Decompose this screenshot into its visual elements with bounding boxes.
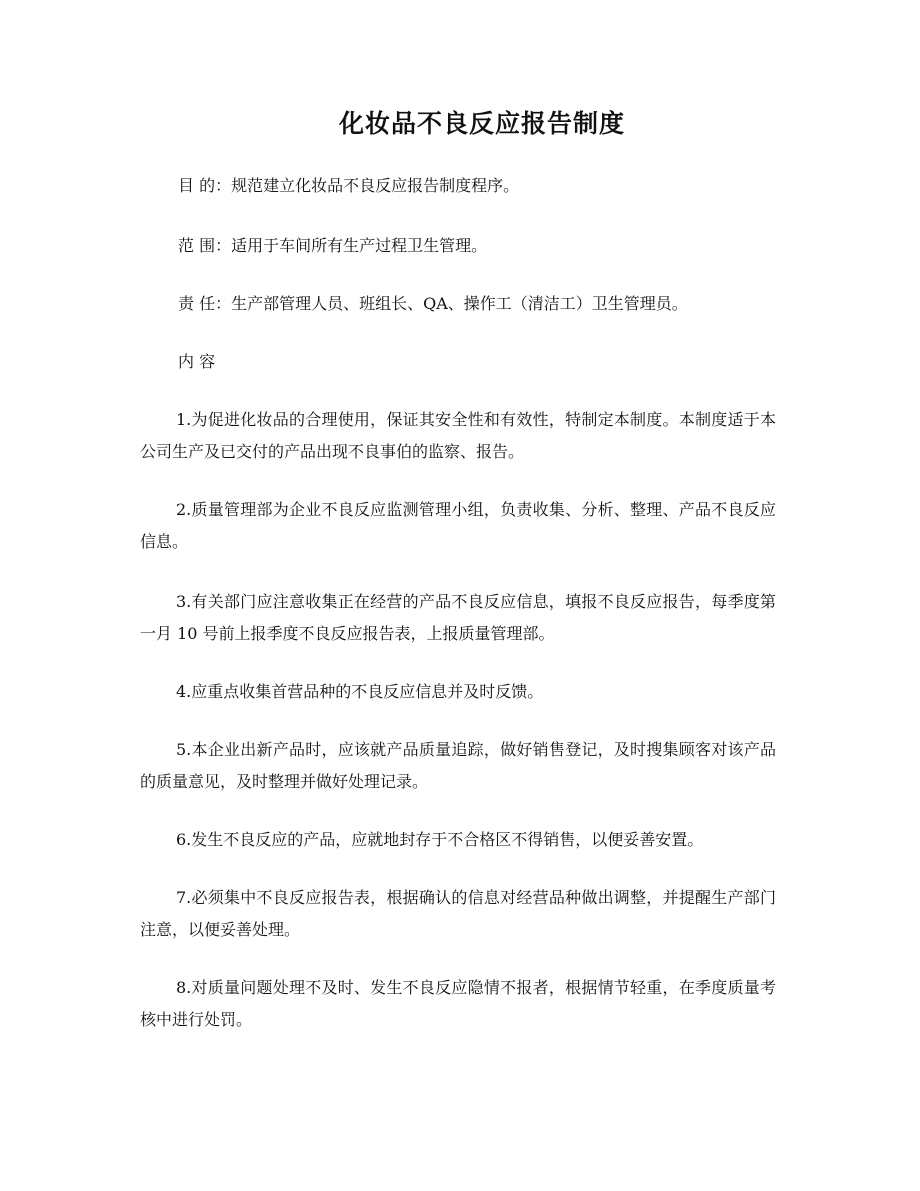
- content-item-7: 7.必须集中不良反应报告表，根据确认的信息对经营品种做出调整，并提醒生产部门注意，以便妥善处理。: [140, 888, 776, 939]
- content-item-8: 8.对质量问题处理不及时、发生不良反应隐情不报者，根据情节轻重，在季度质量考核中进行处罚。: [140, 978, 776, 1029]
- content-item-6: 6.发生不良反应的产品，应就地封存于不合格区不得销售，以便妥善安置。: [176, 830, 704, 849]
- purpose-line: 目 的：规范建立化妆品不良反应报告制度程序。: [178, 176, 520, 195]
- content-item-5: 5.本企业出新产品时，应该就产品质量追踪，做好销售登记，及时搜集顾客对该产品的质量意见，及时整理并做好处理记录。: [140, 740, 776, 791]
- scope-line: 范 围：适用于车间所有生产过程卫生管理。: [178, 236, 488, 255]
- content-item-1: 1.为促进化妆品的合理使用，保证其安全性和有效性，特制定本制度。本制度适于本公司生产及已交付的产品出现不良事伯的监察、报告。: [140, 410, 776, 461]
- content-item-4: 4.应重点收集首营品种的不良反应信息并及时反馈。: [176, 682, 544, 701]
- content-item-3: 3.有关部门应注意收集正在经营的产品不良反应信息，填报不良反应报告，每季度第一月 10 号前上报季度不良反应报告表，上报质量管理部。: [140, 592, 776, 643]
- responsibility-line: 责 任：生产部管理人员、班组长、QA、操作工（清洁工）卫生管理员。: [178, 294, 688, 313]
- document-title: 化妆品不良反应报告制度: [338, 109, 625, 138]
- content-heading: 内 容: [178, 352, 216, 371]
- content-item-2: 2.质量管理部为企业不良反应监测管理小组，负责收集、分析、整理、产品不良反应信息。: [140, 500, 776, 551]
